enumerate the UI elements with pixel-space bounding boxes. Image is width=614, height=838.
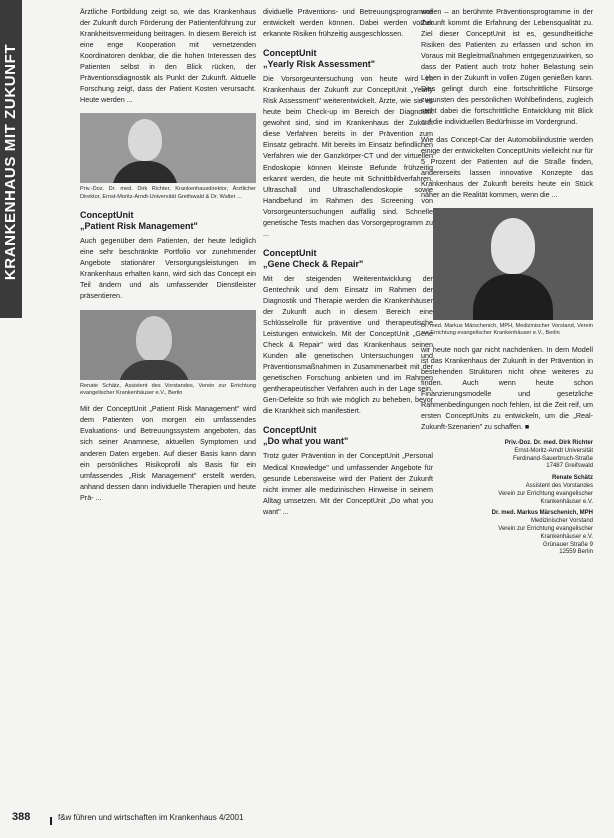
- heading-title: „Yearly Risk Assessment": [263, 59, 375, 70]
- journal-title: f&w führen und wirtschaften im Krankenhaus 4/2001: [58, 813, 244, 822]
- portrait-photo: [80, 113, 256, 183]
- address-line: 12559 Berlin: [559, 549, 593, 556]
- author-addresses: [421, 440, 593, 557]
- heading-patient-risk-management: [80, 210, 256, 232]
- heading-title: „Gene Check & Repair": [263, 258, 364, 269]
- footer-divider: [50, 817, 52, 825]
- address-line: 17487 Greifswald: [546, 463, 593, 470]
- heading-yearly-risk-assessment: [263, 48, 433, 70]
- page-number: 388: [12, 811, 31, 823]
- paragraph: Auch gegenüber dem Patienten, der heute lediglich eine sehr beschränkte Portfolio vor zunehmender Angebote stationärer Versorgungsleistungen im Krankenhaus erhalten kann, wird sich das Concept ein Teil ändern und als umfassender Dienstleister präsentieren.: [80, 236, 256, 301]
- heading-kicker: ConceptUnit: [263, 425, 317, 436]
- heading-title: „Patient Risk Management": [80, 221, 198, 232]
- portrait-photo: [433, 208, 593, 320]
- paragraph: dividuelle Präventions- und Betreuungsprogramme entwickelt werden können. Dabei werden vorher erkannte Risiken frühzeitig ausgeschlossen.: [263, 7, 433, 39]
- heading-title: „Do what you want": [263, 436, 349, 447]
- address-line: Ernst-Moritz-Arndt Universität: [514, 447, 593, 454]
- paragraph: Mit der steigenden Weiterentwicklung der Gentechnik und dem Einsatz im Rahmen der Diagnostik und Therapie werden die Krankenhäuser der Zukunft auch in diesem Bereich eine Schlüsselrolle für präventive und therapeutische Leistungen entwickeln. Mit der ConceptUnit „Gene Check & Repair" wird das Krankenhaus seinen Kunden alle genetischen Untersuchungen und Präventionsmaßnahmen in Zusammenarbeit mit der genetischen Forschung anbieten und im Rahmen gentherapeutischer Verfahren auch in der Lage sein, Gen-Defekte so früh wie möglich zu beheben, bevor die Krankheit sich manifestiert.: [263, 273, 433, 416]
- paragraph: wir heute noch gar nicht nachdenken. In dem Modell ist das Krankenhaus der Zukunft in der Prävention in bestehenden Strukturen nicht ohne weiteres zu finden. Auch wenn heute schon Finanzierungsmodelle und gesetzliche Rahmenbedingungen noch fehlen, ist die Zeit reif, um ersten ConceptUnits zu entwickeln, um die „Real-Zukunft-Szenarien" zu schaffen. ■: [421, 344, 593, 431]
- address-line: Krankenhäuser e.V.: [540, 498, 593, 505]
- section-sidebar: [0, 0, 22, 318]
- paragraph: Die Vorsorgeuntersuchung von heute wird im Krankenhaus der Zukunft zur ConceptUnit „Yearly Risk Assessment" weiterentwickelt. Ärzte, wie sie es heute beim Check-up im Bereich der Diagnostik gewohnt sind, sind im Krankenhaus der Zukunft diese Verfahren bereits in der Prävention zum Einsatz gebracht. Mit bereits im Einsatz befindlichen Verfahren wie der Ganzkörper-CT und der virtuellen Endoskopie können kleinste Befunde frühzeitig erkannt werden, die heute mit Schnittbildverfahren, Ultraschall und Ultraschallendoskopie sowie Handbefund im Rahmen des Screening von Vorsorgeuntersuchungen auffällig sind. Schnelle genetische Tests machen das Vorsorgeprogramm zu ...: [263, 74, 433, 238]
- heading-kicker: ConceptUnit: [80, 210, 134, 221]
- heading-kicker: ConceptUnit: [263, 247, 317, 258]
- paragraph: Wie das Concept-Car der Automobilindustrie werden einige der entwickelten ConceptUnits vielleicht nur für 5 Prozent der Patienten auf die Straße finden, andererseits lassen innovative Konzepte das Krankenhaus der Zukunft bereits heute ein Stück näher an die Realität kommen, wenn die ...: [421, 134, 593, 199]
- photo-caption: Priv.-Doz. Dr. med. Dirk Richter, Krankenhausdirektor, Ärztlicher Direktor, Ernst-Moritz-Arndt-Universität Greifswald & Dr. Walter ...: [80, 186, 256, 200]
- paragraph: wollen – an berühmte Präventionsprogramme in der Zukunft kommt die Erfahrung der Lebensqualität zu. Ziel dieser ConceptUnit ist es, gesundheitliche Risiken des Patienten zu erfassen und schon im Voraus mit Begleitmaßnahmen entgegenzuwirken, so dass der Patient auch trotz hoher Belastung sein Leben in der Zukunft in vollen Zügen genießen kann. Dies gelingt durch eine fortschrittliche Fürsorge zugunsten des persönlichen Wohlbefindens, zugleich steht dabei die fortschrittliche Entwicklung mit Blick auf die individuellen Bedürfnisse im Vordergrund.: [421, 7, 593, 127]
- paragraph: Mit der ConceptUnit „Patient Risk Management" wird dem Patienten von morgen ein umfassendes Evaluations- und Betreuungssystem angeboten, das sich seiner Anamnese, aktuellen Symptomen und anderen Daten ergeben. Auf dieser Basis kann dann ein persönliches Risikoprofil als Basis für ein umfassendes „Risk Management" erstellt werden, anhand dessen dann individuelle Therapien und heute Prä- ...: [80, 404, 256, 502]
- address-line: Grünauer Straße 9: [542, 541, 593, 548]
- portrait-head: [128, 119, 162, 161]
- page-footer: [12, 811, 602, 825]
- address-line: Dr. med. Markus Märschenich, MPH: [491, 510, 593, 517]
- paragraph: Trotz guter Prävention in der ConceptUnit „Personal Medical Knowledge" und umfassender Angebote für gesunde Lebensweise wird der Patient der Zukunft nicht immer alle medizinischen Hinweise in seinem Alltag umsetzen. Mit der ConceptUnit „Do what you want" ...: [263, 451, 433, 516]
- portrait-body: [473, 274, 553, 320]
- heading-do-what-you-want: [263, 425, 433, 447]
- heading-gene-check-repair: [263, 248, 433, 270]
- address-line: Assistent des Vorstandes: [525, 482, 593, 489]
- address-line: Krankenhäuser e.V.: [540, 533, 593, 540]
- photo-caption: Dr. med. Markus Märschenich, MPH, Medizinischer Vorstand, Verein zur Errichtung evangelischer Krankenhäuser e.V., Berlin: [421, 322, 593, 337]
- portrait-head: [136, 316, 172, 362]
- column-2: [263, 6, 433, 517]
- address-line: Priv.-Doz. Dr. med. Dirk Richter: [504, 439, 593, 446]
- portrait-body: [118, 360, 190, 380]
- photo-caption: Renate Schätz, Assistent des Vorstandes, Verein zur Errichtung evangelischer Krankenhäuser e.V., Berlin: [80, 382, 256, 396]
- address-line: Ferdinand-Sauerbruch-Straße: [512, 455, 593, 462]
- portrait-head: [491, 218, 535, 274]
- address-line: Verein zur Errichtung evangelischer: [498, 490, 593, 497]
- address-line: Medizinischer Vorstand: [530, 518, 593, 525]
- paragraph: Ärztliche Fortbildung zeigt so, wie das Krankenhaus der Zukunft durch Förderung der Patientenführung zur Krankheitsvermeidung beitragen. In diesem Bereich ist eine enge Kooperation mit vernetzenden Koordinatoren denkbar, die die hohen Interessen des Patienten selbst in den Blick rücken, der Präventionsdiagnostik als Punkt der Zukunft. Aktuelle Forschung zeigt, dass der Patient Kosten verursacht. Heute werden ...: [80, 7, 256, 105]
- portrait-photo: [80, 310, 256, 380]
- address-line: Renate Schätz: [551, 475, 593, 482]
- address-line: Verein zur Errichtung evangelischer: [498, 525, 593, 532]
- column-3: [421, 6, 593, 557]
- portrait-body: [112, 161, 178, 183]
- section-label: KRANKENHAUS MIT ZUKUNFT: [2, 43, 19, 281]
- heading-kicker: ConceptUnit: [263, 48, 317, 59]
- column-1: [80, 6, 256, 503]
